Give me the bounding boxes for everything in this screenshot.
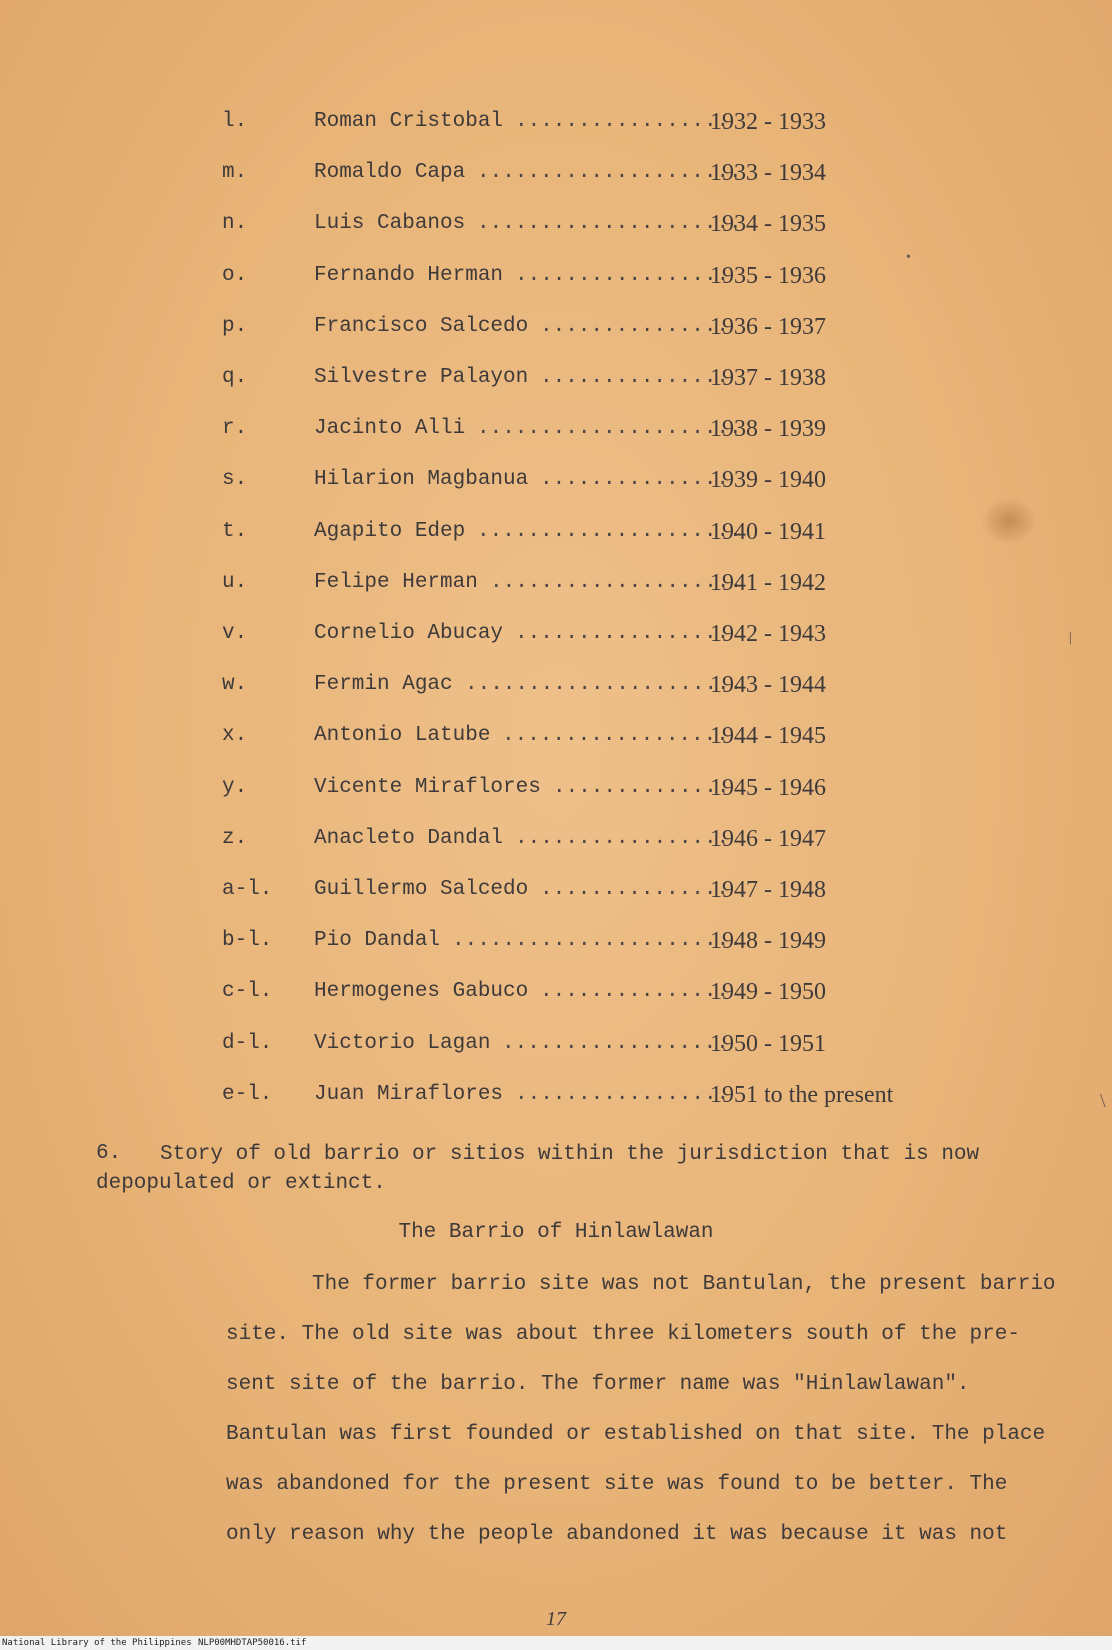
term-years: 1939 - 1940 <box>710 467 826 493</box>
row-letter: x. <box>222 724 248 747</box>
row-letter: o. <box>222 264 248 287</box>
row-letter: p. <box>222 315 248 338</box>
margin-mark: / <box>1064 627 1077 649</box>
official-row <box>0 102 1112 142</box>
row-letter: t. <box>222 520 248 543</box>
paragraph-line: only reason why the people abandoned it was because it was not <box>226 1523 1008 1546</box>
dot-leader: ..................... <box>477 417 742 440</box>
row-letter: a-l. <box>222 878 273 901</box>
official-name: Fermin Agac <box>314 673 453 696</box>
paragraph-line: was abandoned for the present site was found to be better. The <box>226 1473 1008 1496</box>
dot-leader: .................. <box>502 1032 729 1055</box>
row-letter: b-l. <box>222 929 273 952</box>
dot-leader: .................. <box>502 724 729 747</box>
margin-mark: \ <box>1100 1090 1106 1112</box>
dot-leader: ................. <box>515 264 730 287</box>
official-name: Hilarion Magbanua <box>314 468 529 491</box>
dot-leader: ................. <box>515 110 730 133</box>
official-name: Vicente Miraflores <box>314 776 541 799</box>
official-row <box>0 256 1112 296</box>
term-years: 1938 - 1939 <box>710 416 826 442</box>
term-years: 1944 - 1945 <box>710 723 826 749</box>
term-years: 1935 - 1936 <box>710 263 826 289</box>
term-years: 1951 to the present <box>710 1082 894 1108</box>
source-footer <box>0 1636 1112 1650</box>
official-name: Cornelio Abucay <box>314 622 504 645</box>
official-row <box>0 1024 1112 1064</box>
official-name: Jacinto Alli <box>314 417 466 440</box>
row-letter: v. <box>222 622 248 645</box>
official-row <box>0 819 1112 859</box>
item-number: 6. <box>96 1142 122 1165</box>
term-years: 1943 - 1944 <box>710 672 826 698</box>
file-name: NLP00MHDTAP50016.tif <box>198 1638 307 1648</box>
official-row <box>0 665 1112 705</box>
official-name: Luis Cabanos <box>314 212 466 235</box>
dot-leader: ..................... <box>477 161 742 184</box>
row-letter: e-l. <box>222 1083 273 1106</box>
paragraph-line: Bantulan was first founded or established on that site. The place <box>226 1423 1046 1446</box>
official-row <box>0 921 1112 961</box>
section-heading: The Barrio of Hinlawlawan <box>398 1221 714 1244</box>
official-name: Romaldo Capa <box>314 161 466 184</box>
page-number: 17 <box>546 1608 566 1630</box>
official-name: Agapito Edep <box>314 520 466 543</box>
dot-leader: ...................... <box>465 673 743 696</box>
row-letter: d-l. <box>222 1032 273 1055</box>
dot-leader: ............... <box>540 878 730 901</box>
official-name: Fernando Herman <box>314 264 504 287</box>
official-row <box>0 153 1112 193</box>
official-row <box>0 512 1112 552</box>
dot-leader: .................... <box>490 571 743 594</box>
term-years: 1948 - 1949 <box>710 928 826 954</box>
row-letter: w. <box>222 673 248 696</box>
term-years: 1947 - 1948 <box>710 877 826 903</box>
row-letter: l. <box>222 110 248 133</box>
paragraph-line: site. The old site was about three kilometers south of the pre- <box>226 1323 1020 1346</box>
paragraph-line: sent site of the barrio. The former name was "Hinlawlawan". <box>226 1373 970 1396</box>
row-letter: n. <box>222 212 248 235</box>
term-years: 1942 - 1943 <box>710 621 826 647</box>
official-row <box>0 409 1112 449</box>
row-letter: u. <box>222 571 248 594</box>
official-name: Pio Dandal <box>314 929 441 952</box>
term-years: 1946 - 1947 <box>710 826 826 852</box>
official-row <box>0 768 1112 808</box>
row-letter: r. <box>222 417 248 440</box>
row-letter: m. <box>222 161 248 184</box>
official-row <box>0 1075 1112 1115</box>
dot-leader: ................. <box>515 827 730 850</box>
term-years: 1941 - 1942 <box>710 570 826 596</box>
official-name: Antonio Latube <box>314 724 491 747</box>
official-row <box>0 870 1112 910</box>
row-letter: z. <box>222 827 248 850</box>
official-row <box>0 204 1112 244</box>
row-letter: s. <box>222 468 248 491</box>
row-letter: y. <box>222 776 248 799</box>
term-years: 1940 - 1941 <box>710 519 826 545</box>
dot-leader: ....................... <box>452 929 742 952</box>
ink-speck: • <box>906 250 911 265</box>
official-name: Victorio Lagan <box>314 1032 491 1055</box>
term-years: 1945 - 1946 <box>710 775 826 801</box>
official-name: Felipe Herman <box>314 571 478 594</box>
official-name: Juan Miraflores <box>314 1083 504 1106</box>
term-years: 1937 - 1938 <box>710 365 826 391</box>
dot-leader: .............. <box>553 776 730 799</box>
official-name: Guillermo Salcedo <box>314 878 529 901</box>
dot-leader: ..................... <box>477 212 742 235</box>
official-row <box>0 716 1112 756</box>
term-years: 1949 - 1950 <box>710 979 826 1005</box>
official-row <box>0 307 1112 347</box>
dot-leader: ............... <box>540 366 730 389</box>
official-name: Silvestre Palayon <box>314 366 529 389</box>
official-row <box>0 563 1112 603</box>
official-name: Roman Cristobal <box>314 110 504 133</box>
term-years: 1932 - 1933 <box>710 109 826 135</box>
dot-leader: ............... <box>540 315 730 338</box>
official-row <box>0 972 1112 1012</box>
term-years: 1936 - 1937 <box>710 314 826 340</box>
dot-leader: ................. <box>515 1083 730 1106</box>
dot-leader: ............... <box>540 468 730 491</box>
dot-leader: ..................... <box>477 520 742 543</box>
item-text: Story of old barrio or sitios within the jurisdiction that is now depopulated or extinct. <box>96 1143 980 1195</box>
official-name: Hermogenes Gabuco <box>314 980 529 1003</box>
official-name: Francisco Salcedo <box>314 315 529 338</box>
official-row <box>0 358 1112 398</box>
term-years: 1934 - 1935 <box>710 211 826 237</box>
term-years: 1950 - 1951 <box>710 1031 826 1057</box>
paragraph-line: The former barrio site was not Bantulan, the present barrio <box>312 1273 1056 1296</box>
row-letter: q. <box>222 366 248 389</box>
term-years: 1933 - 1934 <box>710 160 826 186</box>
library-name: National Library of the Philippines <box>2 1638 192 1648</box>
dot-leader: ................. <box>515 622 730 645</box>
official-row <box>0 460 1112 500</box>
official-name: Anacleto Dandal <box>314 827 504 850</box>
dot-leader: ............... <box>540 980 730 1003</box>
official-row <box>0 614 1112 654</box>
row-letter: c-l. <box>222 980 273 1003</box>
